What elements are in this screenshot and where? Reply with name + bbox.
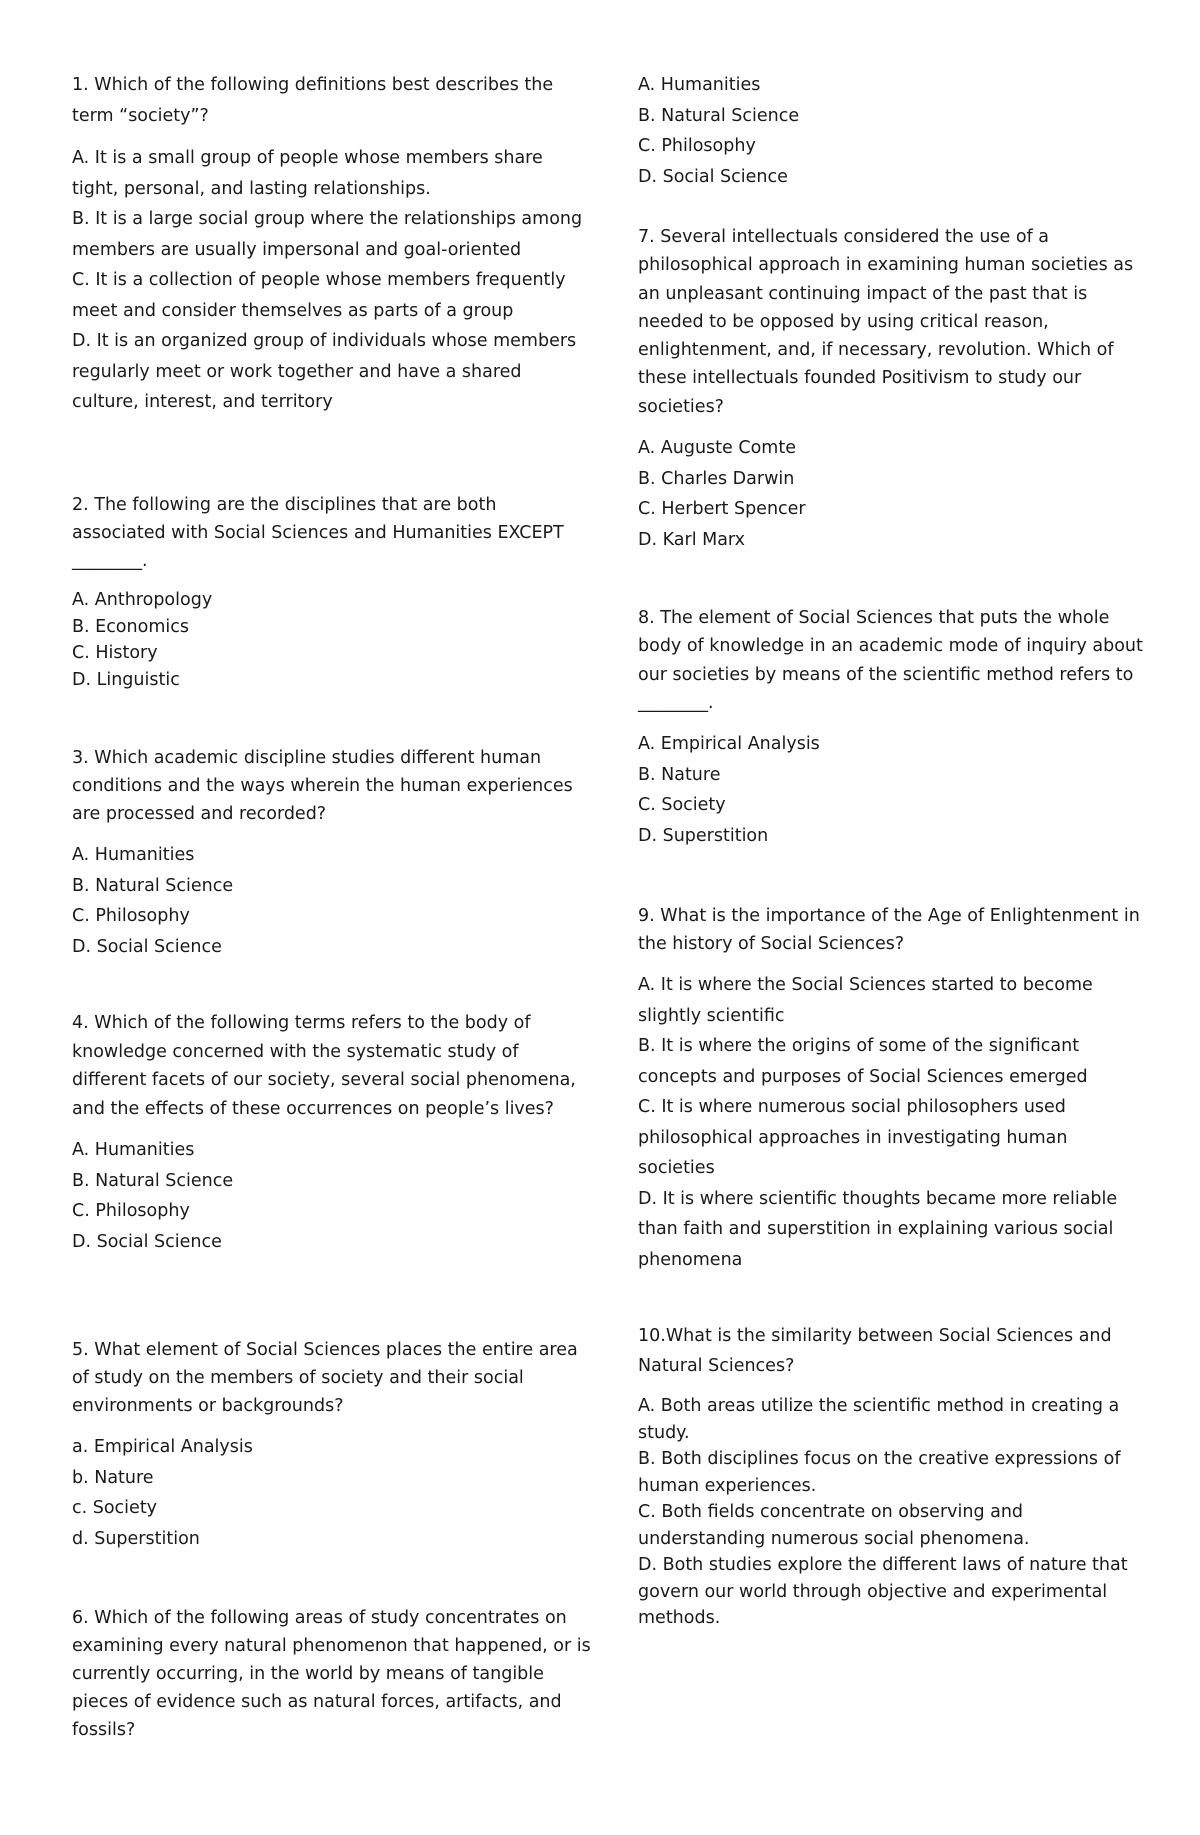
- question-stem: 7. Several intellectuals considered the use of a philosophical approach in examining human societies as an unpleasant continuing impact of the past that is needed to be opposed by using critical reason, enlightenment, and, if necessary, revolution. Which of these intellectuals founded Positivism to study our societies?: [638, 227, 1134, 417]
- option-b: B. Both disciplines focus on the creative expressions of human experiences.: [638, 1449, 1121, 1496]
- option-a: A. Anthropology: [72, 590, 213, 610]
- question-stem: 4. Which of the following terms refers to the body of knowledge concerned with the systematic study of different facets of our society, several social phenomena, and the effects of these occurrences on people’s lives?: [72, 1013, 576, 1119]
- option-a: A. Humanities: [72, 1140, 195, 1160]
- option-d: D. Social Science: [72, 936, 222, 957]
- option-c: C. It is a collection of people whose members frequently meet and consider themselves as parts of a group: [72, 270, 566, 321]
- question-4: [72, 1009, 592, 1257]
- option-d: D. Superstition: [638, 825, 769, 846]
- question-stem: 10.What is the similarity between Social Sciences and Natural Sciences?: [638, 1326, 1112, 1376]
- option-c: c. Society: [72, 1498, 158, 1518]
- option-c: C. Philosophy: [638, 136, 756, 156]
- question-stem: 9. What is the importance of the Age of Enlightenment in the history of Social Sciences?: [638, 906, 1140, 954]
- question-stem: 3. Which academic discipline studies different human conditions and the ways wherein the human experiences are processed and recorded?: [72, 748, 573, 824]
- option-c: C. Society: [638, 795, 726, 816]
- option-c: C. Philosophy: [72, 1201, 190, 1221]
- question-9: [638, 902, 1148, 1275]
- option-d: D. Karl Marx: [638, 529, 746, 550]
- option-b: B. Economics: [72, 616, 189, 637]
- option-d: D. Social Science: [638, 166, 788, 187]
- question-2: [72, 491, 592, 693]
- question-stem: 6. Which of the following areas of study concentrates on examining every natural phenomenon that happened, or is currently occurring, in the world by means of tangible pieces of evidence such as natural forces, artifacts, and fossils?: [72, 1608, 591, 1740]
- question-3: [72, 744, 592, 962]
- question-6-options: [638, 70, 1148, 192]
- option-a: A. Humanities: [72, 845, 195, 865]
- option-a: A. Humanities: [638, 75, 761, 95]
- option-a: A. It is where the Social Sciences started to become slightly scientific: [638, 975, 1093, 1026]
- question-8: [638, 604, 1148, 851]
- option-a: A. Empirical Analysis: [638, 734, 820, 755]
- option-d: D. It is an organized group of individuals whose members regularly meet or work together and have a shared culture, interest, and territory: [72, 331, 577, 412]
- option-c: C. Herbert Spencer: [638, 499, 806, 520]
- question-5: [72, 1336, 592, 1554]
- question-stem: 5. What element of Social Sciences places the entire area of study on the members of society and their social environments or backgrounds?: [72, 1340, 578, 1416]
- question-6: [72, 1604, 592, 1756]
- question-7: [638, 223, 1148, 555]
- option-a: a. Empirical Analysis: [72, 1437, 253, 1457]
- option-b: B. Natural Science: [638, 105, 800, 126]
- option-c: C. It is where numerous social philosophers used philosophical approaches in investigating human societies: [638, 1097, 1068, 1178]
- option-b: B. Natural Science: [72, 875, 234, 896]
- option-a: A. Both areas utilize the scientific method in creating a study.: [638, 1396, 1120, 1443]
- question-stem: 2. The following are the disciplines that are both associated with Social Sciences and Humanities EXCEPT ________.: [72, 495, 564, 571]
- question-1: [72, 70, 592, 418]
- option-b: b. Nature: [72, 1467, 154, 1488]
- question-stem: 1. Which of the following definitions best describes the term “society”?: [72, 75, 554, 126]
- question-stem: 8. The element of Social Sciences that puts the whole body of knowledge in an academic mode of inquiry about our societies by means of the scientific method refers to ________.: [638, 608, 1143, 713]
- option-a: A. It is a small group of people whose members share tight, personal, and lasting relationships.: [72, 148, 543, 199]
- option-d: d. Superstition: [72, 1528, 200, 1549]
- option-d: D. It is where scientific thoughts became more reliable than faith and superstition in explaining various social phenomena: [638, 1188, 1118, 1270]
- option-b: B. It is a large social group where the relationships among members are usually impersonal and goal-oriented: [72, 209, 583, 260]
- option-d: D. Both studies explore the different laws of nature that govern our world through objective and experimental methods.: [638, 1555, 1128, 1628]
- option-d: D. Social Science: [72, 1231, 222, 1252]
- question-10: [638, 1321, 1148, 1632]
- option-b: B. Nature: [638, 764, 721, 785]
- option-c: C. Philosophy: [72, 906, 190, 926]
- option-d: D. Linguistic: [72, 669, 180, 690]
- option-a: A. Auguste Comte: [638, 438, 796, 459]
- option-b: B. Charles Darwin: [638, 468, 795, 489]
- option-c: C. Both fields concentrate on observing and understanding numerous social phenomena.: [638, 1502, 1030, 1549]
- option-b: B. It is where the origins of some of the significant concepts and purposes of Social Sciences emerged: [638, 1036, 1088, 1087]
- option-c: C. History: [72, 643, 158, 663]
- option-b: B. Natural Science: [72, 1170, 234, 1191]
